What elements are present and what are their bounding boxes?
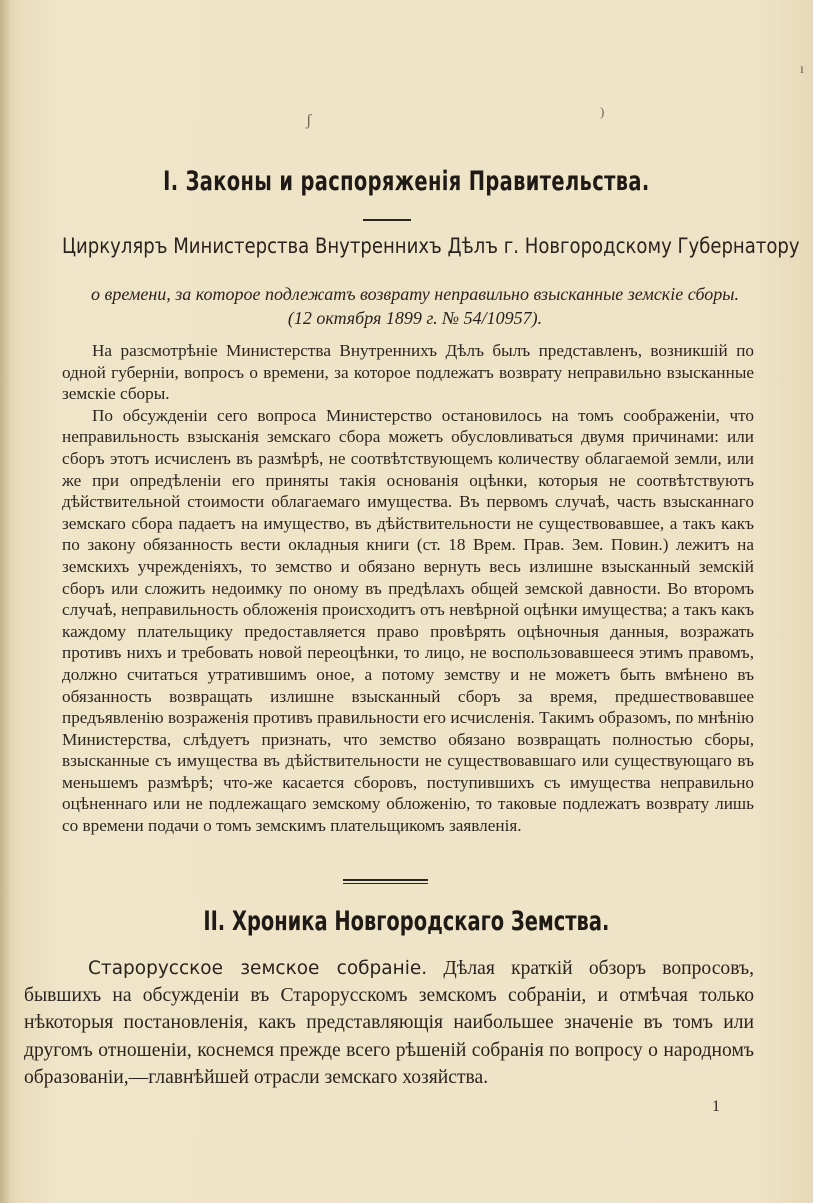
- section-divider: [343, 879, 428, 884]
- section2-title: II. Хроника Новгородскаго Земства.: [203, 906, 610, 937]
- body-paragraph-2: По обсужденіи сего вопроса Министерство остановилось на томъ соображеніи, что неправильность взысканія земскаго сбора можетъ обусловливаться двумя причинами: или сборъ этотъ исчисленъ въ размѣрѣ, не соотвѣтствующемъ количеству облагаемой земли, или же при опредѣленіи его приняты такія основанія оцѣнки, которыя не соотвѣтствуютъ дѣйствительной стоимости облагаемаго имущества. Въ первомъ случаѣ, часть взысканнаго земскаго сбора падаетъ на имущество, въ дѣйствительности не существовавшее, а такъ какъ по закону обязанность вести окладныя книги (ст. 18 Врем. Прав. Зем. Повин.) лежитъ на земскихъ учрежденіяхъ, то земство и обязано вернуть весь излишне взысканный земскій сборъ или сложить недоимку по оному въ предѣлахъ общей земской давности. Во второмъ случаѣ, неправильность обложенія происходитъ отъ невѣрной оцѣнки имущества; а такъ какъ каждому плательщику предоставляется право провѣрять оцѣночныя данныя, возражать противъ нихъ и требовать новой переоцѣнки, то лицо, не воспользовавшееся этимъ правомъ, должно считаться утратившимъ оное, а потому земству и не можетъ быть вмѣнено въ обязанность возвращать излишне взысканный сборъ за время, предшествовавшее предъявленію возраженія противъ правильности его исчисленія. Такимъ образомъ, по мнѣнію Министерства, слѣдуетъ признать, что земство обязано возвращать полностью сборы, взысканные съ имущества въ дѣйствительности не существовавшаго или существующаго въ меньшемъ размѣрѣ; что-же касается сборовъ, поступившихъ съ имущества неправильно оцѣненнаго или не подлежащаго земскому обложенію, то таковые подлежатъ возврату лишь со времени подачи о томъ земскимъ плательщикомъ заявленія.: [62, 405, 754, 836]
- chronicle-body: [24, 955, 754, 1091]
- page-edge-shadow: [0, 0, 10, 1203]
- chronicle-text: Дѣлая краткій обзоръ вопросовъ, бывшихъ на обсужденіи въ Старорусскомъ земскомъ собраніи, и отмѣчая только нѣкоторыя постановленія, какъ представляющія наибольшее значеніе въ томъ или другомъ отношеніи, коснемся прежде всего рѣшеній собранія по вопросу о народномъ образованіи,—главнѣйшей отрасли земскаго хозяйства.: [24, 958, 754, 1088]
- chronicle-lead: Старорусское земское собраніе.: [88, 958, 428, 979]
- title-rule: [363, 219, 411, 221]
- body-paragraph-1: На разсмотрѣніе Министерства Внутреннихъ Дѣлъ былъ представленъ, возникшій по одной губерніи, вопросъ о времени, за которое подлежатъ возврату неправильно взысканные земскіе сборы.: [62, 341, 754, 404]
- ink-mark: ı: [800, 62, 804, 77]
- circular-title: Циркуляръ Министерства Внутреннихъ Дѣлъ г. Новгородскому Губернатору: [62, 234, 800, 258]
- section1-title: I. Законы и распоряженія Правительства.: [163, 166, 650, 197]
- page-number: 1: [712, 1098, 720, 1115]
- ink-mark: ʃ: [306, 112, 312, 129]
- chronicle-paragraph: [24, 955, 754, 1091]
- circular-body: [62, 340, 754, 837]
- ink-mark: ): [600, 104, 605, 119]
- circular-subject: [60, 282, 770, 330]
- subject-line-2: (12 октября 1899 г. № 54/10957).: [287, 308, 543, 328]
- subject-line-1: о времени, за которое подлежатъ возврату неправильно взысканные земскіе сборы.: [91, 284, 739, 304]
